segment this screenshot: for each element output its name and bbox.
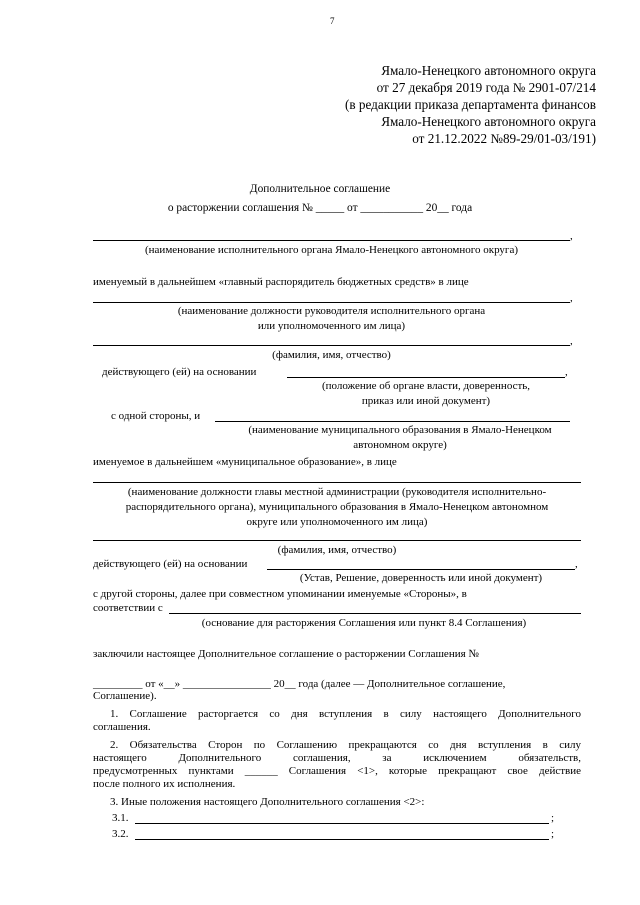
basis-line [287, 377, 565, 378]
date-line: _________ от «__» ________________ 20__ года (далее — Дополнительное соглашение, [93, 678, 506, 690]
comma-5: , [575, 558, 578, 570]
header-line-3: (в редакции приказа департамента финансов [344, 97, 596, 112]
paragraph-1-line-1: 1. Соглашение расторгается со дня вступления в силу настоящего Дополнительного [110, 708, 581, 720]
hint-basis-2: приказ или иной документ) [361, 395, 491, 407]
paragraph-3: 3. Иные положения настоящего Дополнительного соглашения <2>: [110, 796, 425, 808]
hint-termination-basis: (основание для расторжения Соглашения или пункт 8.4 Соглашения) [201, 617, 527, 629]
other-side-1: с другой стороны, далее при совместном упоминании именуемые «Стороны», в [93, 588, 467, 600]
item-3-1-label: 3.1. [112, 812, 129, 824]
paragraph-2-line-2: настоящего Дополнительного соглашения, за исключением обязательств, [93, 752, 581, 764]
hint-basis-1: (положение об органе власти, доверенность, [321, 380, 531, 392]
acting-basis: действующего (ей) на основании [102, 366, 257, 378]
hint-local-admin-1: (наименование должности главы местной администрации (руководителя исполнительно- [127, 486, 547, 498]
concluded-text: заключили настоящее Дополнительное соглашение о расторжении Соглашения № [93, 648, 479, 660]
comma-4: , [565, 366, 568, 378]
paragraph-2-line-3: предусмотренных пунктами ______ Соглашения <1>, которые прекращают свое действие [93, 765, 581, 777]
header-line-2: от 27 декабря 2019 года № 2901-07/214 [376, 80, 596, 95]
page-number: 7 [330, 16, 335, 26]
header-line-1: Ямало-Ненецкого автономного округа [381, 63, 596, 78]
paragraph-2-line-1: 2. Обязательства Сторон по Соглашению прекращаются со дня вступления в силу [110, 739, 581, 751]
hint-local-admin-3: округе или уполномоченного им лица) [246, 516, 428, 528]
named-text: именуемый в дальнейшем «главный распорядитель бюджетных средств» в лице [93, 276, 469, 288]
paragraph-1-line-2: соглашения. [93, 721, 151, 733]
head-position-line [93, 302, 570, 303]
other-side-2: соответствии с [93, 602, 163, 614]
hint-fio: (фамилия, имя, отчество) [272, 349, 391, 361]
hint-fio-2: (фамилия, имя, отчество) [277, 544, 397, 556]
executive-body-line [93, 240, 570, 241]
hint-municipality-1: (наименование муниципального образования в Ямало-Ненецком [248, 424, 552, 436]
hint-head-position-2: или уполномоченного им лица) [257, 320, 406, 332]
header-line-5: от 21.12.2022 №89-29/01-03/191) [412, 131, 596, 146]
paragraph-2-line-4: после полного их исполнения. [93, 778, 236, 790]
comma-3: , [570, 335, 573, 347]
municipality-named: именуемое в дальнейшем «муниципальное образование», в лице [93, 456, 397, 468]
title-line-1: Дополнительное соглашение [249, 183, 391, 195]
hint-head-position-1: (наименование должности руководителя исполнительного органа [177, 305, 486, 317]
semicolon-1: ; [551, 812, 555, 824]
acting-basis-2: действующего (ей) на основании [93, 558, 248, 570]
hint-executive-body: (наименование исполнительного органа Ямало-Ненецкого автономного округа) [145, 244, 518, 256]
one-side: с одной стороны, и [111, 410, 201, 422]
local-admin-line [93, 482, 581, 483]
title-line-2: о расторжении соглашения № _____ от ___________ 20__ года [167, 202, 473, 214]
hint-local-admin-2: распорядительного органа), муниципального образования в Ямало-Ненецком автономном [125, 501, 549, 513]
hint-municipality-2: автономном округе) [353, 439, 447, 451]
hint-basis-3: (Устав, Решение, доверенность или иной документ) [299, 572, 543, 584]
date-line-2: Соглашение). [93, 690, 157, 702]
basis-line-2 [267, 569, 575, 570]
fio-line-2 [93, 540, 581, 541]
termination-basis-line [169, 613, 581, 614]
comma-1: , [570, 230, 573, 242]
comma-2: , [570, 292, 573, 304]
item-3-2-label: 3.2. [112, 828, 129, 840]
semicolon-2: ; [551, 828, 555, 840]
item-3-2-line [135, 839, 549, 840]
municipality-line [215, 421, 570, 422]
item-3-1-line [135, 823, 549, 824]
fio-line [93, 345, 570, 346]
header-line-4: Ямало-Ненецкого автономного округа [381, 114, 596, 129]
